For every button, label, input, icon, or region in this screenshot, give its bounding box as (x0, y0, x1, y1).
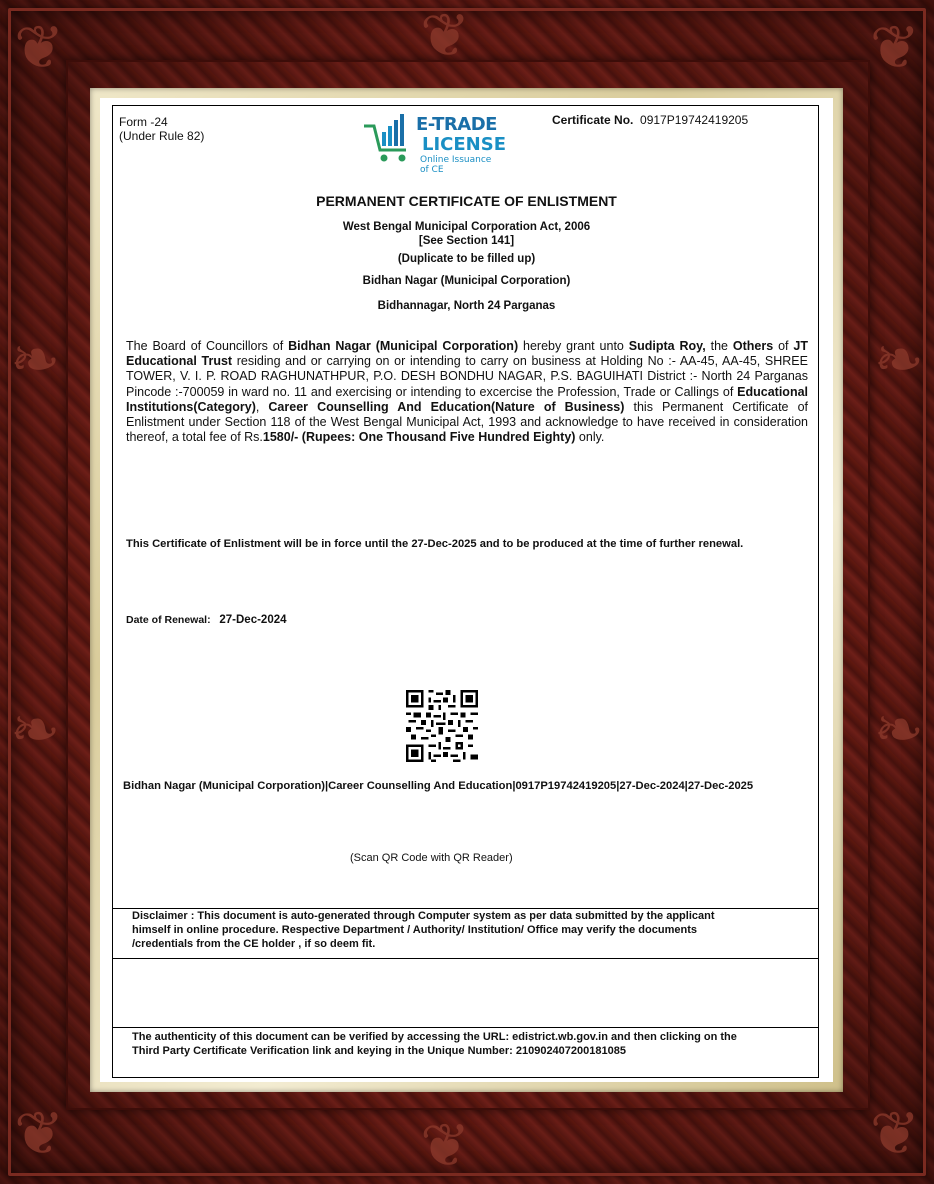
verification-line: Third Party Certificate Verification link and keying in the Unique Number: 210902407200181085 (132, 1045, 626, 1057)
qr-code-icon (406, 690, 478, 762)
scan-note: (Scan QR Code with QR Reader) (350, 852, 513, 864)
verification-note (132, 1030, 737, 1058)
body-text: of (773, 339, 794, 353)
frame-ornament-icon: ❧ (873, 325, 924, 395)
body-text: The Board of Councillors of (126, 339, 289, 353)
page-title: PERMANENT CERTIFICATE OF ENLISTMENT (316, 193, 617, 209)
body-text: the (705, 339, 733, 353)
act-section: [See Section 141] (418, 235, 515, 247)
frame-ornament-icon: ❧ (10, 325, 61, 395)
frame-ornament-icon: ❦ (869, 1099, 920, 1169)
disclaimer (132, 909, 715, 951)
certificate-no-value: 0917P19742419205 (640, 113, 749, 127)
disclaimer-line: Disclaimer : This document is auto-generated through Computer system as per data submitted by the applicant (132, 910, 715, 922)
act-name: West Bengal Municipal Corporation Act, 2006 (342, 221, 591, 233)
body-text: only. (575, 430, 605, 445)
certificate-page (100, 98, 833, 1082)
form-number: Form -24 (119, 115, 168, 129)
frame-ornament-icon: ❦ (869, 13, 920, 83)
frame-ornament-icon: ❦ (420, 1, 471, 71)
renewal-date (126, 614, 287, 626)
logo-line2: LICENSE (422, 134, 506, 155)
body-organization: JT Educational Trust (126, 339, 809, 369)
district-name: Bidhannagar, North 24 Parganas (377, 300, 556, 312)
frame-ornament-icon: ❦ (14, 13, 65, 83)
disclaimer-line: /credentials from the CE holder , if so deem fit. (132, 938, 376, 950)
certificate-number (552, 113, 748, 127)
body-category: Educational Institutions(Category) (126, 384, 808, 414)
body-nature: Career Counselling And Education(Nature of Business) (268, 399, 625, 414)
duplicate-note: (Duplicate to be filled up) (397, 253, 536, 265)
body-fee: 1580/- (Rupees: One Thousand Five Hundred Eighty) (262, 430, 576, 445)
body-holder: Sudipta Roy, (628, 339, 706, 353)
validity-statement: This Certificate of Enlistment will be in force until the 27-Dec-2025 and to be produced at the time of further renewal. (126, 538, 744, 550)
form-rule: (Under Rule 82) (119, 129, 205, 143)
frame-ornament-icon: ❧ (873, 695, 924, 765)
divider (112, 958, 819, 959)
etrade-logo (362, 112, 506, 175)
qr-caption: Bidhan Nagar (Municipal Corporation)|Career Counselling And Education|0917P19742419205|27-Dec-2024|27-Dec-2025 (123, 780, 754, 792)
logo-tagline: Online Issuance of CE (420, 155, 492, 175)
body-text: residing and or carrying on or intending to carry on business at Holding No :- AA-45, AA-45, SHREE TOWER, V. I. P. ROAD RAGHUNATHPUR, P.O. DESH BONDHU NAGAR, P.S. BAGUIHATI District :- North 24 Parganas Pincode :-700059 in ward no. 11 and exercising or intending to excercise the Profession, Trade or Callings of (126, 354, 808, 399)
certificate-no-label: Certificate No. (552, 113, 634, 127)
body-corporation: Bidhan Nagar (Municipal Corporation) (288, 339, 519, 353)
body-text: hereby grant unto (518, 339, 629, 353)
body-text: this Permanent Certificate of Enlistment under Section 118 of the West Bengal Municipal Act, 1993 and acknowledge to have received in consideration thereof, a total fee of Rs. (126, 399, 808, 445)
corporation-name: Bidhan Nagar (Municipal Corporation) (362, 275, 571, 287)
disclaimer-line: himself in online procedure. Respective Department / Authority/ Institution/ Office may verify the documents (132, 924, 697, 936)
divider (112, 1027, 819, 1028)
cart-chart-icon (362, 112, 414, 166)
frame-ornament-icon: ❦ (14, 1099, 65, 1169)
verification-line: The authenticity of this document can be verified by accessing the URL: edistrict.wb.gov.in and then clicking on the (132, 1031, 737, 1043)
renewal-value: 27-Dec-2024 (219, 614, 287, 626)
body-role: Others (732, 339, 774, 353)
renewal-label: Date of Renewal: (126, 614, 211, 626)
certificate-body (126, 339, 808, 445)
frame-ornament-icon: ❧ (10, 695, 61, 765)
frame-ornament-icon: ❦ (420, 1111, 471, 1181)
logo-line1: E-TRADE (416, 114, 497, 135)
body-text: , (255, 399, 269, 414)
